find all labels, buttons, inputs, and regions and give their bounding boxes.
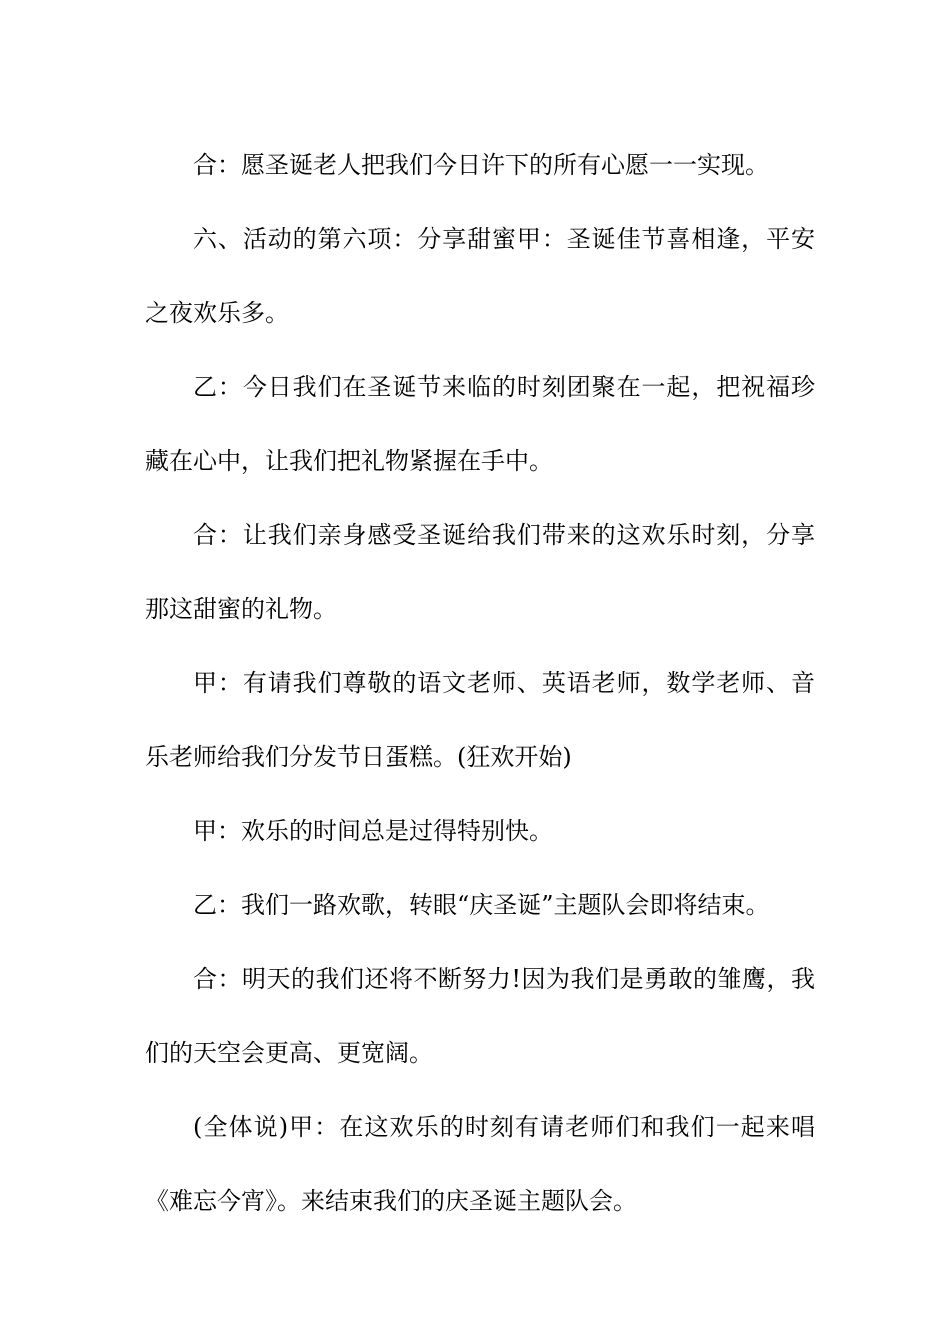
paragraph-9: (全体说)甲：在这欢乐的时刻有请老师们和我们一起来唱《难忘今宵》。来结束我们的庆圣诞主题队会。 [145, 1113, 815, 1215]
document-body [145, 128, 815, 1238]
paragraph-2: 六、活动的第六项：分享甜蜜甲：圣诞佳节喜相逢，平安之夜欢乐多。 [145, 225, 815, 327]
paragraph-6: 甲：欢乐的时间总是过得特别快。 [193, 817, 553, 845]
paragraph-1: 合：愿圣诞老人把我们今日许下的所有心愿一一实现。 [193, 151, 769, 179]
paragraph-7: 乙：我们一路欢歌，转眼“庆圣诞”主题队会即将结束。 [193, 891, 770, 919]
paragraph-8: 合：明天的我们还将不断努力!因为我们是勇敢的雏鹰，我们的天空会更高、更宽阔。 [145, 965, 815, 1067]
paragraph-5: 甲：有请我们尊敬的语文老师、英语老师，数学老师、音乐老师给我们分发节日蛋糕。(狂欢开始) [145, 669, 815, 771]
paragraph-3: 乙：今日我们在圣诞节来临的时刻团聚在一起，把祝福珍藏在心中，让我们把礼物紧握在手中。 [145, 373, 815, 475]
paragraph-4: 合：让我们亲身感受圣诞给我们带来的这欢乐时刻，分享那这甜蜜的礼物。 [145, 521, 815, 623]
